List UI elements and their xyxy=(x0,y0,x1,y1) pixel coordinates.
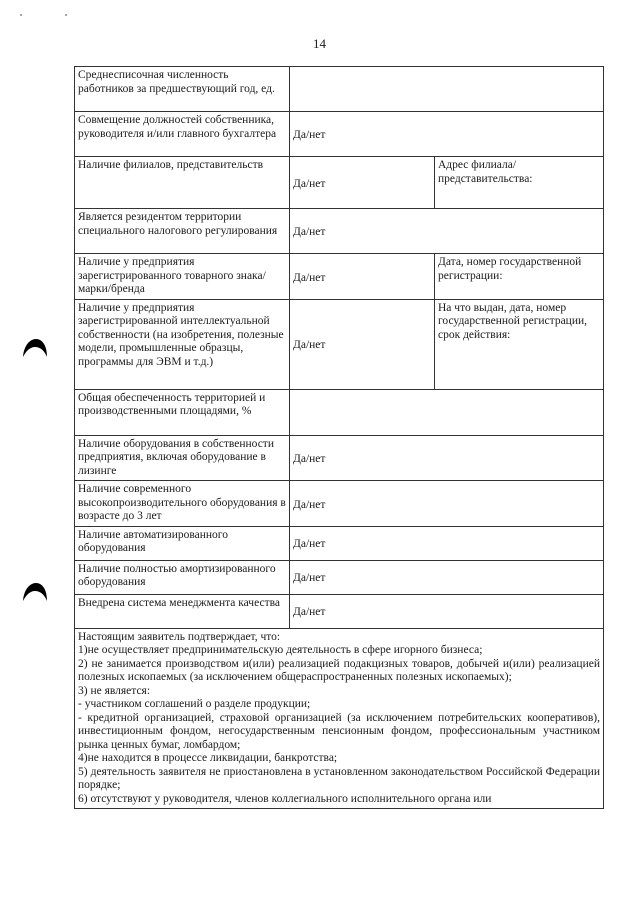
scan-dot xyxy=(20,14,22,16)
row-value[interactable]: Да/нет xyxy=(290,526,604,560)
table-row xyxy=(75,157,604,209)
row-extra[interactable]: На что выдан, дата, номер государственной регистрации, срок действия: xyxy=(435,299,604,389)
statement-line: Настоящим заявитель подтверждает, что: xyxy=(78,630,281,643)
row-value[interactable]: Да/нет xyxy=(290,560,604,594)
scan-dot xyxy=(65,14,67,16)
statement-line: 1)не осуществляет предпринимательскую деятельность в сфере игорного бизнеса; xyxy=(78,644,483,656)
row-label: Наличие у предприятия зарегистрированной интеллектуальной собственности (на изобретения, полезные модели, промышленные образцы, программы для ЭВМ и т.д.) xyxy=(75,299,290,389)
row-value[interactable]: Да/нет xyxy=(290,254,435,300)
row-label: Наличие оборудования в собственности предприятия, включая оборудование в лизинге xyxy=(75,435,290,481)
statement-row xyxy=(75,628,604,809)
row-label: Общая обеспеченность территорией и производственными площадями, % xyxy=(75,389,290,435)
form-table xyxy=(74,66,604,809)
punch-hole-mark-top xyxy=(22,338,48,358)
statement-line: - участником соглашений о разделе продукции; xyxy=(78,698,311,710)
statement-line: 4)не находится в процессе ликвидации, банкротства; xyxy=(78,752,338,764)
row-value[interactable]: Да/нет xyxy=(290,209,604,254)
statement-line: 5) деятельность заявителя не приостановлена в установленном законодательством Российской Федерации порядке; xyxy=(78,765,600,791)
table-row xyxy=(75,209,604,254)
table-row xyxy=(75,560,604,594)
row-extra[interactable]: Адрес филиала/представительства: xyxy=(435,157,604,209)
table-row xyxy=(75,299,604,389)
row-label: Наличие полностью амортизированного оборудования xyxy=(75,560,290,594)
table-row xyxy=(75,389,604,435)
row-value[interactable] xyxy=(290,389,604,435)
table-row xyxy=(75,435,604,481)
row-value[interactable]: Да/нет xyxy=(290,157,435,209)
statement-line: - кредитной организацией, страховой организацией (за исключением потребительских кооперативов), инвестиционным фондом, негосударственным пенсионным фондом, профессиональным участником рынка ценных бумаг, ломбардом; xyxy=(78,711,600,751)
row-value[interactable]: Да/нет xyxy=(290,594,604,628)
row-extra[interactable]: Дата, номер государственной регистрации: xyxy=(435,254,604,300)
row-label: Является резидентом территории специального налогового регулирования xyxy=(75,209,290,254)
row-label: Внедрена система менеджмента качества xyxy=(75,594,290,628)
statement-line: 2) не занимается производством и(или) реализацией подакцизных товаров, добычей и(или) реализацией полезных ископаемых (за исключением общераспространенных полезных ископаемых); xyxy=(78,657,600,683)
statement-line: 3) не является: xyxy=(78,684,151,697)
row-label: Наличие филиалов, представительств xyxy=(75,157,290,209)
page-number: 14 xyxy=(313,36,326,51)
row-label: Совмещение должностей собственника, руководителя и/или главного бухгалтера xyxy=(75,112,290,157)
table-row xyxy=(75,526,604,560)
row-value[interactable] xyxy=(290,67,604,112)
row-value[interactable]: Да/нет xyxy=(290,112,604,157)
statement-block xyxy=(75,628,604,809)
table-row xyxy=(75,481,604,527)
table-row xyxy=(75,594,604,628)
row-label: Наличие у предприятия зарегистрированного товарного знака/марки/бренда xyxy=(75,254,290,300)
row-label: Среднесписочная численность работников за предшествующий год, ед. xyxy=(75,67,290,112)
statement-line: 6) отсутствуют у руководителя, членов коллегиального исполнительного органа или xyxy=(78,792,492,805)
row-value[interactable]: Да/нет xyxy=(290,435,604,481)
table-row xyxy=(75,112,604,157)
table-row xyxy=(75,254,604,300)
table-row xyxy=(75,67,604,112)
row-label: Наличие современного высокопроизводительного оборудования в возрасте до 3 лет xyxy=(75,481,290,527)
row-label: Наличие автоматизированного оборудования xyxy=(75,526,290,560)
row-value[interactable]: Да/нет xyxy=(290,481,604,527)
row-value[interactable]: Да/нет xyxy=(290,299,435,389)
punch-hole-mark-bottom xyxy=(22,582,48,602)
